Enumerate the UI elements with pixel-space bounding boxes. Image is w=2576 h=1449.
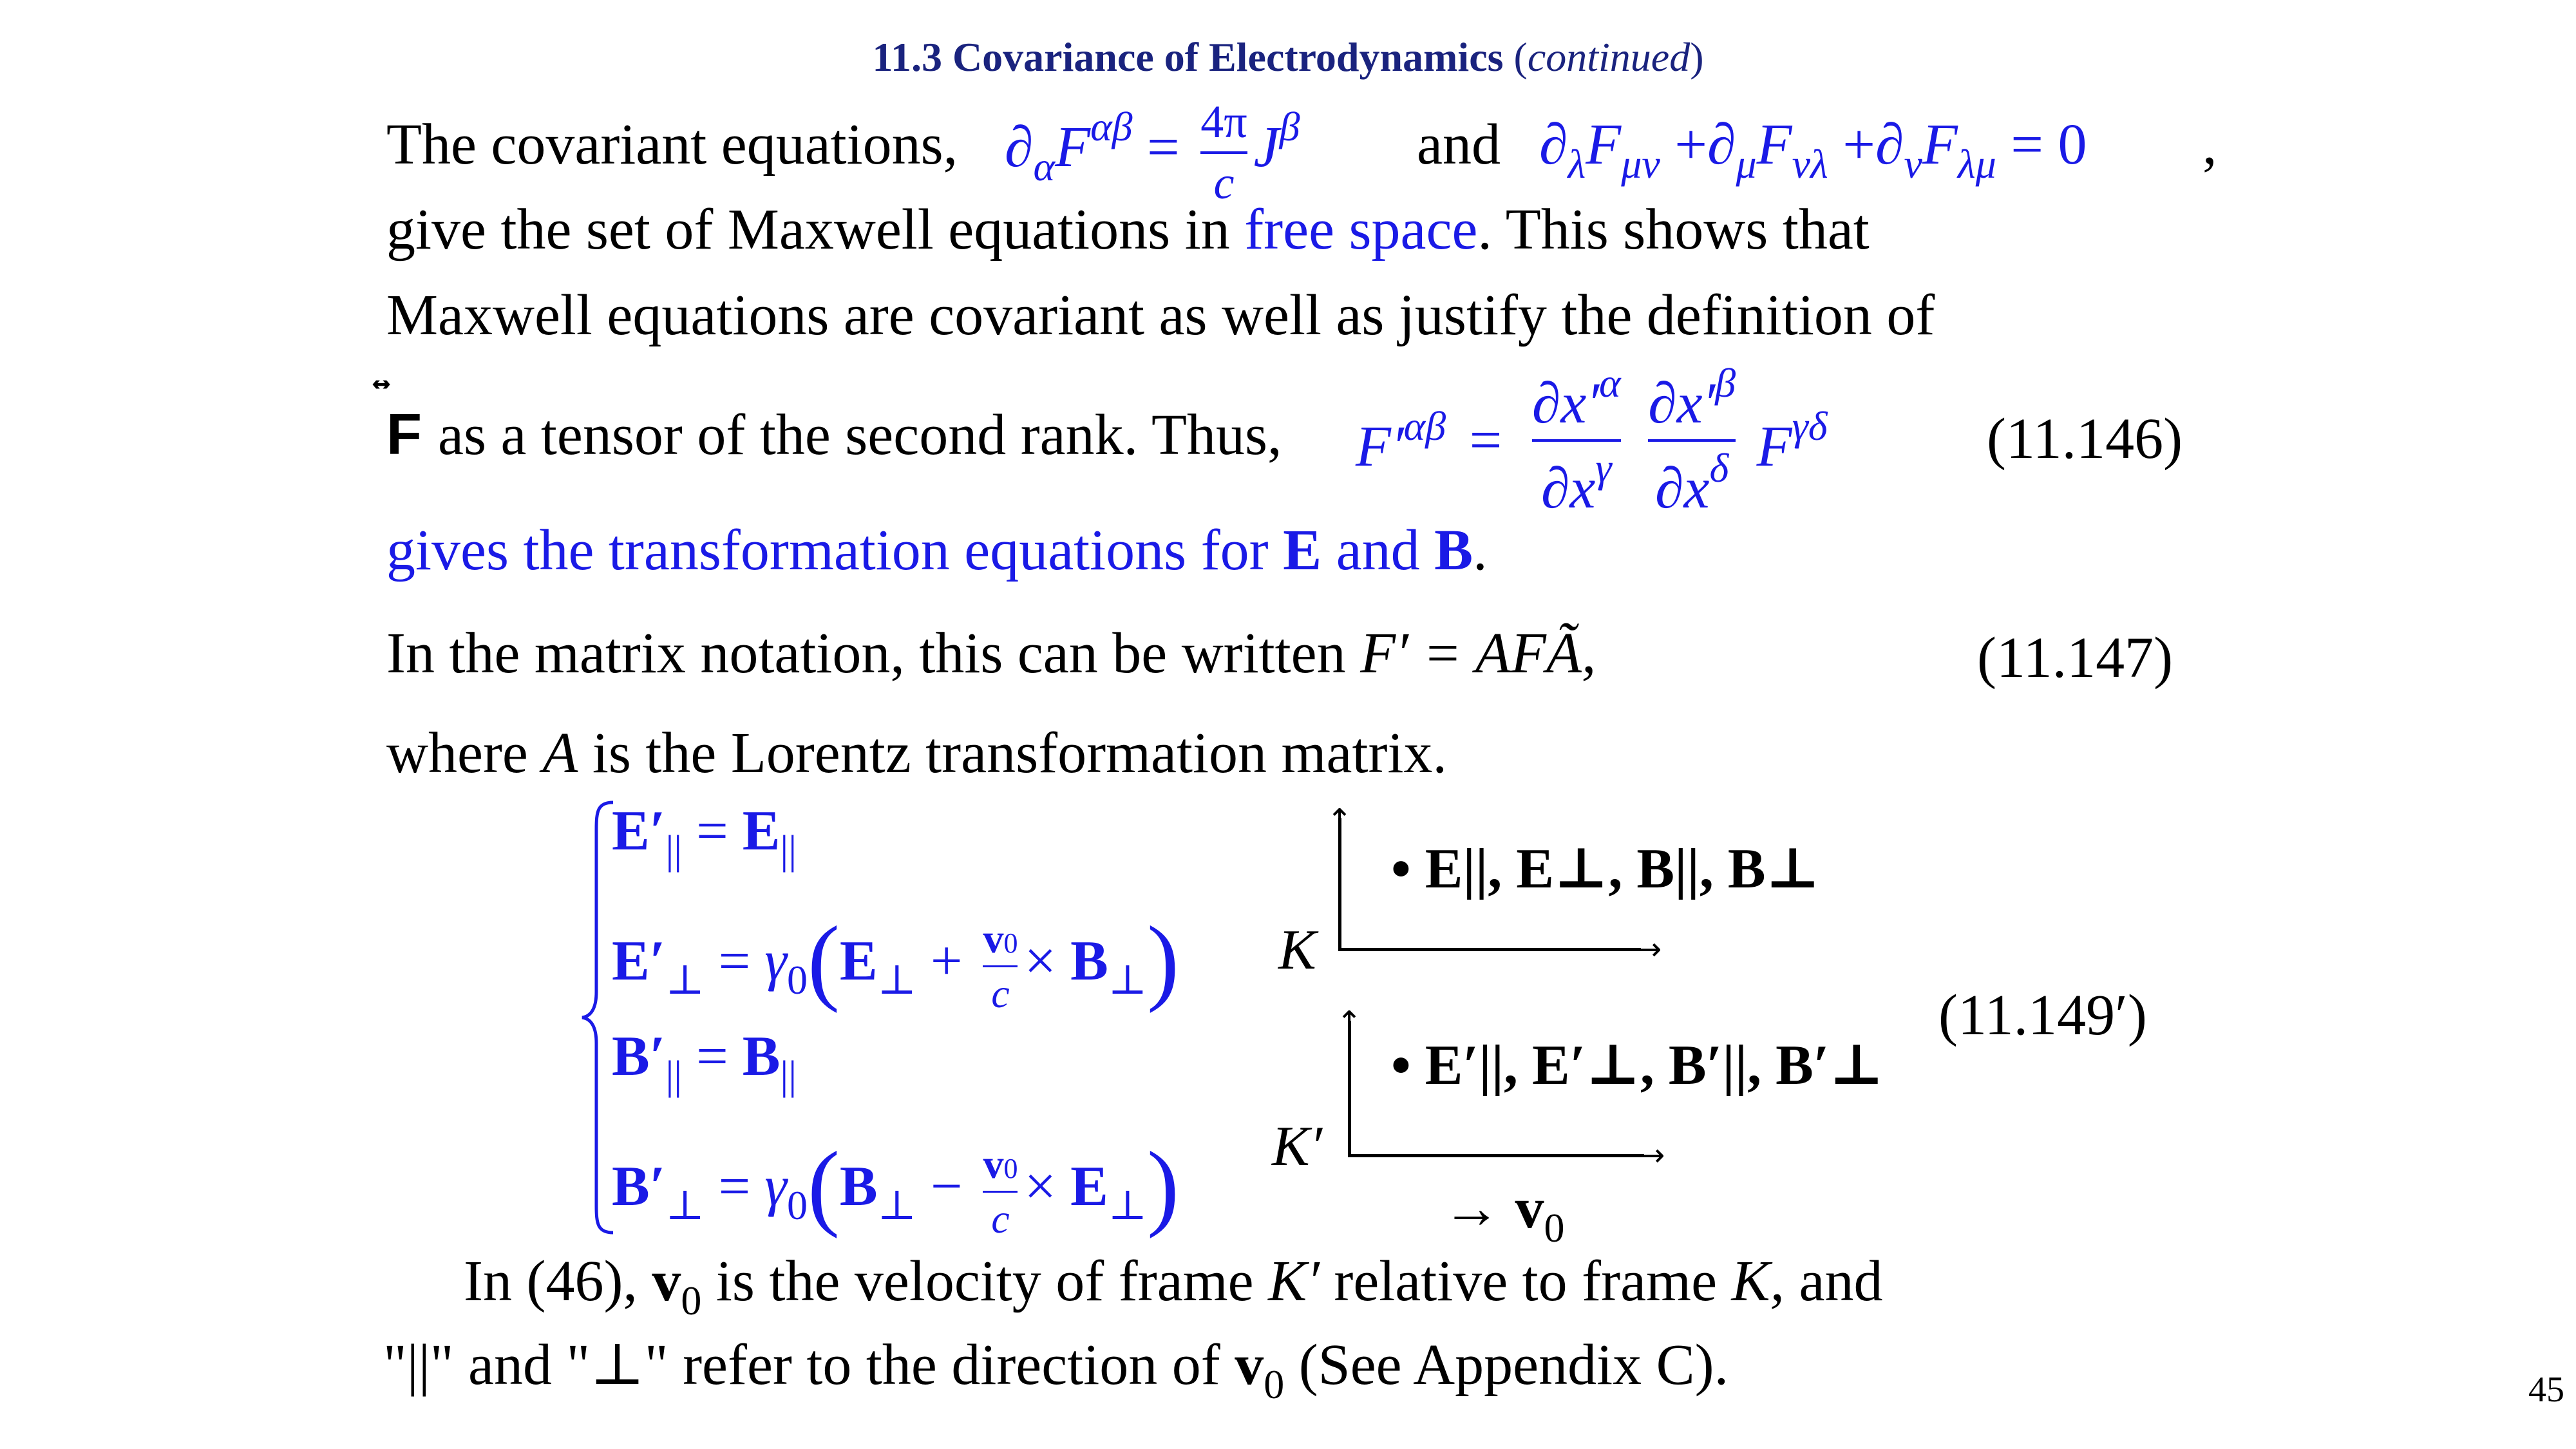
title-main: 11.3 Covariance of Electrodynamics: [872, 34, 1504, 80]
fraction-dx-beta: $\frac{\partial x'^\beta}{\partial x^\delta}$: [1648, 360, 1736, 520]
line-6: [386, 621, 1596, 685]
K-up-arrow-icon: ↑: [1327, 802, 1353, 838]
line-7: [386, 721, 1447, 785]
fraction-dx-alpha: $\frac{\partial x'^\alpha}{\partial x^\gamma}$: [1531, 360, 1621, 520]
tensor-F-symbol: F: [386, 402, 422, 467]
title-continued: continued: [1527, 34, 1690, 80]
line1-tail: ,: [2202, 113, 2217, 176]
equation-number-11-147: (11.147): [1977, 626, 2174, 690]
line-3: Maxwell equations are covariant as well as justify the definition of: [386, 283, 1935, 347]
line5-B: B: [1434, 518, 1473, 582]
page-number: 45: [2528, 1370, 2564, 1410]
line2-pre: give the set of Maxwell equations in: [386, 198, 1230, 261]
line5-period: .: [1473, 518, 1488, 582]
line5-E: E: [1283, 518, 1322, 582]
line7-pre: where: [386, 721, 528, 785]
line5-pre: gives the transformation equations for: [386, 518, 1269, 582]
eq-B-parallel: $B'_{||} = B_{||}$: [612, 1025, 797, 1098]
fraction-4pi-c: $\frac{4\pi}{c}$: [1200, 96, 1247, 209]
equation-homogeneous: $\partial_\lambda F_{\mu\nu} +\partial_\mu F_{\nu\lambda} +\partial_\nu F_{\lambda\mu} = 0$: [1539, 113, 2087, 187]
K-right-arrow-icon: →: [1636, 931, 1662, 967]
line-1: [386, 113, 958, 176]
Kp-vertical-axis: [1348, 1021, 1351, 1156]
Kp-right-arrow-icon: →: [1639, 1137, 1665, 1173]
Kp-field-list: • E′||, E′⊥, B′||, B′⊥: [1391, 1034, 1884, 1097]
eq-E-parallel: $E'_{||} = E_{||}$: [612, 800, 797, 873]
line7-A: A: [542, 721, 578, 785]
line2-post: . This shows that: [1477, 198, 1870, 261]
K-field-list: • E||, E⊥, B||, B⊥: [1391, 838, 1821, 900]
Kp-up-arrow-icon: ↑: [1336, 1005, 1363, 1041]
line1-lead: The covariant equations,: [386, 113, 958, 176]
equation-number-11-149: (11.149′): [1938, 983, 2147, 1047]
eq-E-perp: $E'_\perp = \gamma_0(E_\perp$ + $\frac{v0}{c}$ × $B_\perp$): [612, 907, 1179, 1017]
line7-post: is the Lorentz transformation matrix.: [592, 721, 1447, 785]
line5-and: and: [1336, 518, 1420, 582]
velocity-label: → $v_0$: [1443, 1177, 1565, 1251]
line6-equation: F′ = AFÃ,: [1360, 621, 1596, 685]
Kp-horizontal-axis: [1348, 1154, 1644, 1157]
bottom-line-2: "||" and "⊥" refer to the direction of $v_0$ (See Appendix C).: [383, 1333, 1729, 1407]
bottom-line-1: In (46), $v_0$ is the velocity of frame K′ relative to frame K, and: [464, 1249, 1883, 1323]
line4-text: as a tensor of the second rank. Thus,: [438, 403, 1282, 467]
title-paren-open: (: [1513, 34, 1528, 80]
equation-11-146: $F'^{\alpha\beta}$ = $\frac{\partial x'^\alpha}{\partial x^\gamma}$ $\frac{\partial x'^\beta}{\partial x^\delta}$ $F^{\gamma\delta}$: [1356, 360, 1828, 520]
equation-number-11-146: (11.146): [1987, 407, 2183, 471]
line-4: [386, 402, 1282, 467]
line-5: [386, 518, 1488, 582]
title-paren-close: ): [1690, 34, 1704, 80]
free-space-link: free space: [1244, 198, 1478, 261]
equation-inhomogeneous: $\partial_\alpha F^{\alpha\beta}$ = $\frac{4\pi}{c}$ $J^\beta$: [1005, 96, 1300, 209]
K-horizontal-axis: [1338, 948, 1641, 951]
line6-text: In the matrix notation, this can be written: [386, 621, 1346, 685]
page-title: [0, 33, 2576, 81]
Kp-label: K′: [1272, 1115, 1322, 1178]
eq-B-perp: $B'_\perp = \gamma_0(B_\perp$ − $\frac{v0}{c}$ × $E_\perp$): [612, 1132, 1179, 1242]
K-label: K: [1278, 919, 1316, 981]
line1-and: and: [1417, 113, 1501, 176]
line-2: [386, 198, 1870, 261]
